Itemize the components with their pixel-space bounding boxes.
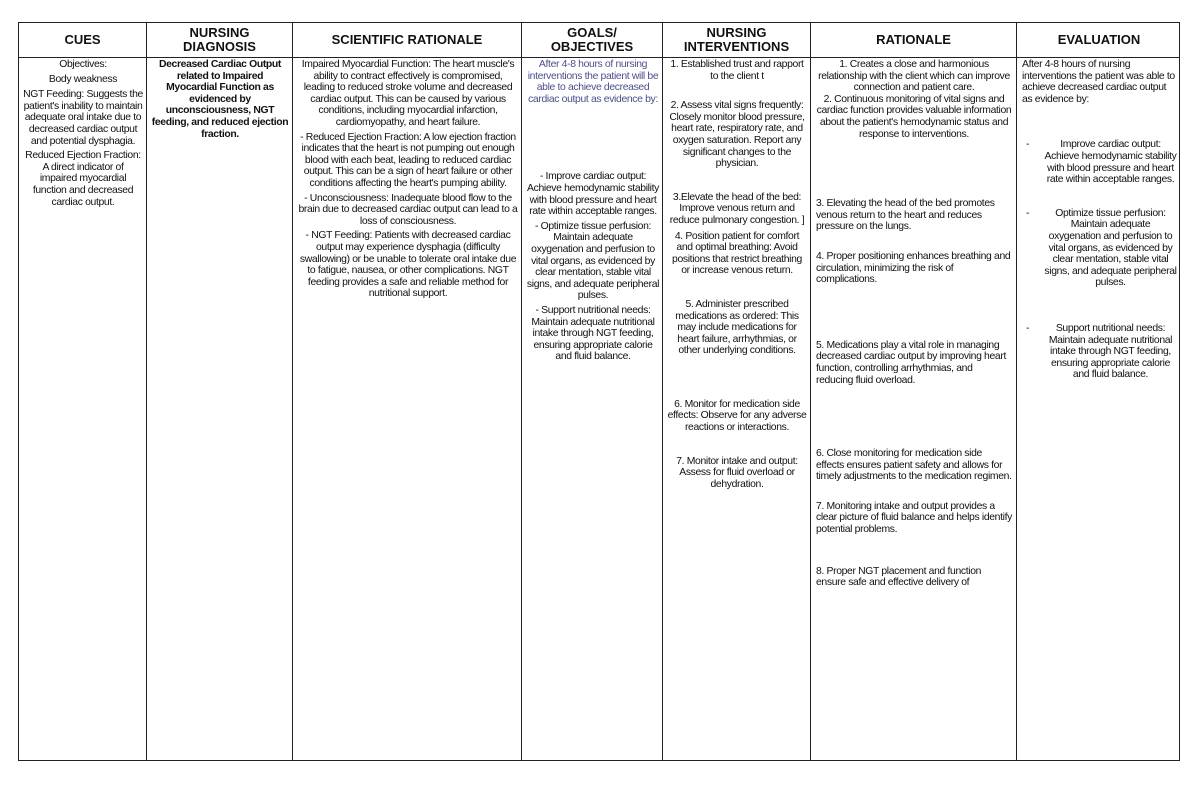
header-cues: CUES <box>64 32 101 47</box>
rationale-column <box>816 59 1012 589</box>
column-divider <box>292 23 293 760</box>
cue-item: NGT Feeding: Suggests the patient's inability to maintain adequate oral intake due to decreased cardiac output and potential dysphagia. <box>23 89 143 147</box>
intervention-item: 5. Administer prescribed medications as ordered: This may include medications for heart failure, arrhythmias, or other underlying conditions. <box>675 298 799 357</box>
evaluation-item-text: Support nutritional needs: Maintain adequate nutritional intake through NGT feeding, ensuring appropriate calorie and fluid balance. <box>1048 322 1173 381</box>
header-evaluation: EVALUATION <box>1057 32 1141 47</box>
evaluation-column <box>1022 59 1177 381</box>
header-nursing-diagnosis: NURSING DIAGNOSIS <box>183 25 256 54</box>
nursing-diagnosis-column <box>151 59 289 140</box>
cue-item: Reduced Ejection Fraction: A direct indicator of impaired myocardial function and decreased cardiac output. <box>25 150 141 208</box>
header-nursing-interventions: NURSING INTERVENTIONS <box>683 25 790 54</box>
rationale-item: 6. Close monitoring for medication side effects ensures patient safety and allows for timely adjustments to the medication regimen. <box>816 448 1012 483</box>
rationale-item: 8. Proper NGT placement and function ensure safe and effective delivery of <box>816 565 982 589</box>
interventions-column <box>667 59 807 490</box>
evaluation-item <box>1022 323 1177 381</box>
scientific-rationale-column <box>297 59 519 300</box>
evaluation-intro: After 4-8 hours of nursing interventions the patient was able to achieve decreased cardiac output as evidence by: <box>1022 59 1175 105</box>
intervention-item: 1. Established trust and rapport to the client t <box>670 59 804 82</box>
scientific-rationale-item: - Reduced Ejection Fraction: A low ejection fraction indicates that the heart is not pumping out enough blood with each beat, leading to reduced cardiac output. This can be a sign of heart failure or other conditions affecting the heart's pumping ability. <box>300 131 516 189</box>
intervention-item: 2. Assess vital signs frequently: Closely monitor blood pressure, heart rate, respiratory rate, and oxygen saturation. Report any significant changes to the physician. <box>669 100 805 170</box>
column-divider <box>1016 23 1017 760</box>
column-divider <box>146 23 147 760</box>
evaluation-item-text: Optimize tissue perfusion: Maintain adequate oxygenation and perfusion to vital organs, as evidenced by clear mentation, stable vital signs, and adequate peripheral pulses. <box>1044 207 1177 289</box>
intervention-item: 7. Monitor intake and output: Assess for fluid overload or dehydration. <box>676 455 798 490</box>
goals-intro: After 4-8 hours of nursing interventions the patient will be able to achieve decreased cardiac output as evidence by: <box>527 59 659 105</box>
header-goals: GOALS/ OBJECTIVES <box>550 25 634 54</box>
goals-column <box>526 59 660 363</box>
column-divider <box>521 23 522 760</box>
evaluation-item <box>1022 208 1177 289</box>
goal-item: - Optimize tissue perfusion: Maintain adequate oxygenation and perfusion to vital organs, as evidenced by clear mentation, stable vital signs, and adequate peripheral pulses. <box>526 220 660 302</box>
evaluation-item-text: Improve cardiac output: Achieve hemodynamic stability with blood pressure and heart rate within acceptable ranges. <box>1044 139 1177 186</box>
cues-column <box>23 59 143 208</box>
intervention-item: 3.Elevate the head of the bed: Improve venous return and reduce pulmonary congestion. ] <box>669 191 805 226</box>
objectives-label: Objectives: <box>59 59 107 70</box>
cue-item: Body weakness <box>48 73 118 85</box>
header-scientific-rationale: SCIENTIFIC RATIONALE <box>331 32 483 47</box>
rationale-item: 4. Proper positioning enhances breathing and circulation, minimizing the risk of complications. <box>816 250 1011 286</box>
goal-item: - Improve cardiac output: Achieve hemodynamic stability with blood pressure and heart rate within acceptable ranges. <box>527 171 659 218</box>
column-divider <box>810 23 811 760</box>
goal-item: - Support nutritional needs: Maintain adequate nutritional intake through NGT feeding, ensuring appropriate calorie and fluid balance. <box>531 304 655 363</box>
care-plan-table <box>18 22 1180 761</box>
rationale-item: 1. Creates a close and harmonious relationship with the client which can improve connection and patient care. <box>818 59 1010 94</box>
rationale-item: 2. Continuous monitoring of vital signs and cardiac function provides valuable information about the patient's hemodynamic status and response to interventions. <box>816 93 1012 140</box>
column-divider <box>662 23 663 760</box>
intervention-item: 4. Position patient for comfort and optimal breathing: Avoid positions that restrict breathing or increase venous return. <box>672 230 802 277</box>
scientific-rationale-item: - NGT Feeding: Patients with decreased cardiac output may experience dysphagia (difficulty swallowing) or be unable to tolerate oral intake due to fatigue, nausea, or other complications. NGT feeding provides a safe and reliable method for nutritional support. <box>299 230 517 300</box>
rationale-item: 5. Medications play a vital role in managing decreased cardiac output by improving heart function, controlling arrhythmias, and reducing fluid overload. <box>816 339 1006 386</box>
scientific-rationale-item: Impaired Myocardial Function: The heart muscle's ability to contract effectively is compromised, leading to reduced stroke volume and decreased cardiac output. This can be caused by various conditions, including myocardial infarction, cardiomyopathy, and heart failure. <box>301 59 515 128</box>
nursing-diagnosis-text: Decreased Cardiac Output related to Impaired Myocardial Function as evidenced by unconsciousness, NGT feeding, and reduced ejection fraction. <box>151 59 289 140</box>
intervention-item: 6. Monitor for medication side effects: Observe for any adverse reactions or interactions. <box>667 398 807 434</box>
dash-marker: - <box>1026 207 1030 219</box>
dash-marker: - <box>1026 139 1030 151</box>
header-rationale: RATIONALE <box>876 32 951 47</box>
rationale-item: 7. Monitoring intake and output provides a clear picture of fluid balance and helps identify potential problems. <box>816 500 1012 536</box>
scientific-rationale-item: - Unconsciousness: Inadequate blood flow to the brain due to decreased cardiac output can lead to a loss of consciousness. <box>298 192 518 227</box>
dash-marker: - <box>1026 322 1030 334</box>
rationale-item: 3. Elevating the head of the bed promotes venous return to the heart and reduces pressure on the lungs. <box>816 198 995 233</box>
evaluation-item <box>1022 139 1177 185</box>
header-divider <box>19 57 1179 58</box>
